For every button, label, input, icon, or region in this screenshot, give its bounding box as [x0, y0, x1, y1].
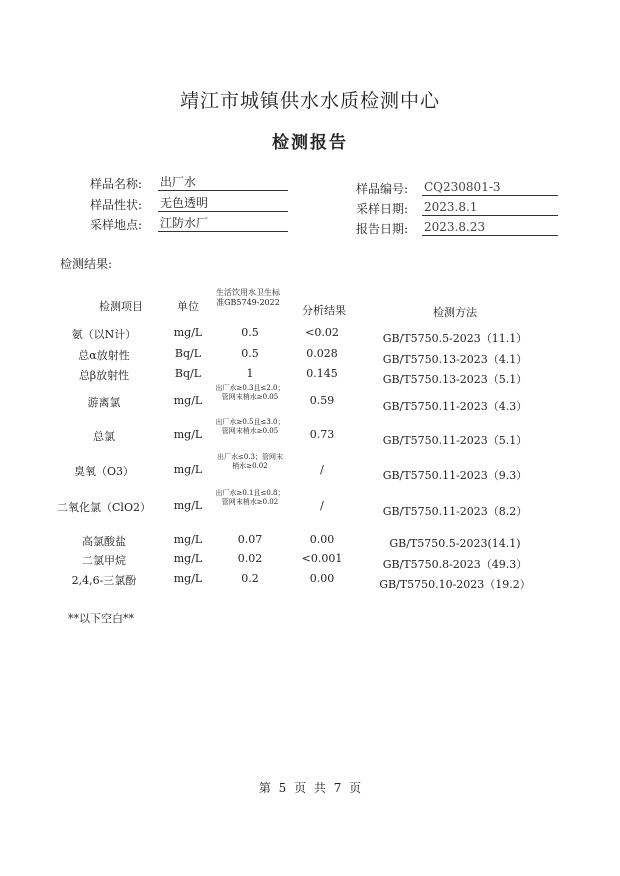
cell-result: 0.028	[306, 347, 338, 360]
sample-date-value: 2023.8.1	[422, 200, 558, 216]
sample-name-value: 出厂水	[158, 175, 288, 191]
cell-standard: 0.5	[241, 326, 259, 339]
cell-method: GB/T5750.8-2023（49.3）	[382, 558, 528, 571]
header-method: 检测方法	[433, 306, 477, 319]
cell-method: GB/T5750.11-2023（9.3）	[382, 469, 528, 482]
cell-item: 臭氧（O3）	[73, 465, 135, 478]
cell-result: <0.001	[301, 552, 343, 565]
report-date-value: 2023.8.23	[422, 220, 558, 236]
cell-unit: Bq/L	[174, 367, 202, 380]
header-unit: 单位	[177, 300, 199, 313]
cell-unit: mg/L	[173, 428, 203, 441]
cell-standard: 0.2	[241, 572, 259, 585]
cell-standard: 出厂水≥0.5且≤3.0；管网末梢水≥0.05	[215, 418, 285, 435]
cell-result: 0.145	[306, 367, 338, 380]
cell-item: 氨（以N计）	[71, 328, 137, 341]
header-standard: 生活饮用水卫生标准GB5749-2022	[216, 288, 280, 307]
cell-standard: 0.07	[237, 533, 263, 546]
cell-method: GB/T5750.11-2023（5.1）	[382, 434, 528, 447]
cell-result: 0.73	[309, 428, 335, 441]
cell-method: GB/T5750.13-2023（4.1）	[382, 353, 528, 366]
sample-no-label: 样品编号:	[356, 182, 409, 196]
cell-standard: 出厂水≥0.1且≤0.8；管网末梢水≥0.02	[215, 489, 285, 506]
cell-standard: 0.02	[237, 552, 263, 565]
cell-result: 0.00	[309, 572, 335, 585]
cell-method: GB/T5750.5-2023（11.1）	[382, 332, 528, 345]
cell-unit: Bq/L	[174, 347, 202, 360]
cell-item: 高氯酸盐	[82, 535, 126, 548]
cell-standard: 出厂水≥0.3且≤2.0；管网末梢水≥0.05	[215, 384, 285, 401]
cell-method: GB/T5750.5-2023(14.1)	[389, 537, 521, 550]
sample-no-value: CQ230801-3	[422, 180, 558, 196]
cell-unit: mg/L	[173, 499, 203, 512]
sample-location-label: 采样地点:	[90, 218, 143, 232]
sample-nature-label: 样品性状:	[90, 198, 143, 212]
cell-method: GB/T5750.11-2023（4.3）	[382, 400, 528, 413]
header-result: 分析结果	[302, 304, 346, 317]
cell-unit: mg/L	[173, 552, 203, 565]
cell-unit: mg/L	[173, 572, 203, 585]
header-item: 检测项目	[99, 300, 143, 313]
cell-result: <0.02	[305, 326, 339, 339]
cell-item: 二氯甲烷	[82, 554, 126, 567]
cell-item: 游离氯	[87, 396, 121, 409]
cell-unit: mg/L	[173, 533, 203, 546]
cell-method: GB/T5750.10-2023（19.2）	[379, 578, 531, 591]
page-footer: 第 5 页 共 7 页	[258, 781, 362, 795]
cell-result: 0.00	[309, 533, 335, 546]
cell-standard: 出厂水≤0.3；管网末梢水≥0.02	[217, 453, 283, 470]
report-subtitle: 检测报告	[272, 133, 348, 153]
cell-item: 总α放射性	[78, 349, 130, 362]
end-blank-note: **以下空白**	[68, 612, 134, 625]
cell-item: 总氯	[93, 430, 115, 443]
cell-result: 0.59	[309, 394, 335, 407]
sample-date-label: 采样日期:	[356, 202, 409, 216]
cell-method: GB/T5750.11-2023（8.2）	[382, 505, 528, 518]
cell-method: GB/T5750.13-2023（5.1）	[382, 373, 528, 386]
cell-result: /	[320, 463, 324, 476]
cell-item: 二氧化氯（ClO2）	[57, 501, 151, 514]
report-org-title: 靖江市城镇供水水质检测中心	[179, 90, 440, 112]
cell-result: /	[320, 499, 324, 512]
cell-unit: mg/L	[173, 326, 203, 339]
cell-standard: 1	[246, 367, 254, 380]
sample-nature-value: 无色透明	[158, 196, 288, 212]
results-heading: 检测结果:	[60, 257, 113, 271]
cell-item: 总β放射性	[78, 369, 130, 382]
cell-unit: mg/L	[173, 463, 203, 476]
sample-location-value: 江防水厂	[158, 216, 288, 232]
cell-unit: mg/L	[173, 394, 203, 407]
sample-name-label: 样品名称:	[90, 177, 143, 191]
report-date-label: 报告日期:	[356, 222, 409, 236]
cell-item: 2,4,6-三氯酚	[71, 574, 137, 587]
cell-standard: 0.5	[241, 347, 259, 360]
